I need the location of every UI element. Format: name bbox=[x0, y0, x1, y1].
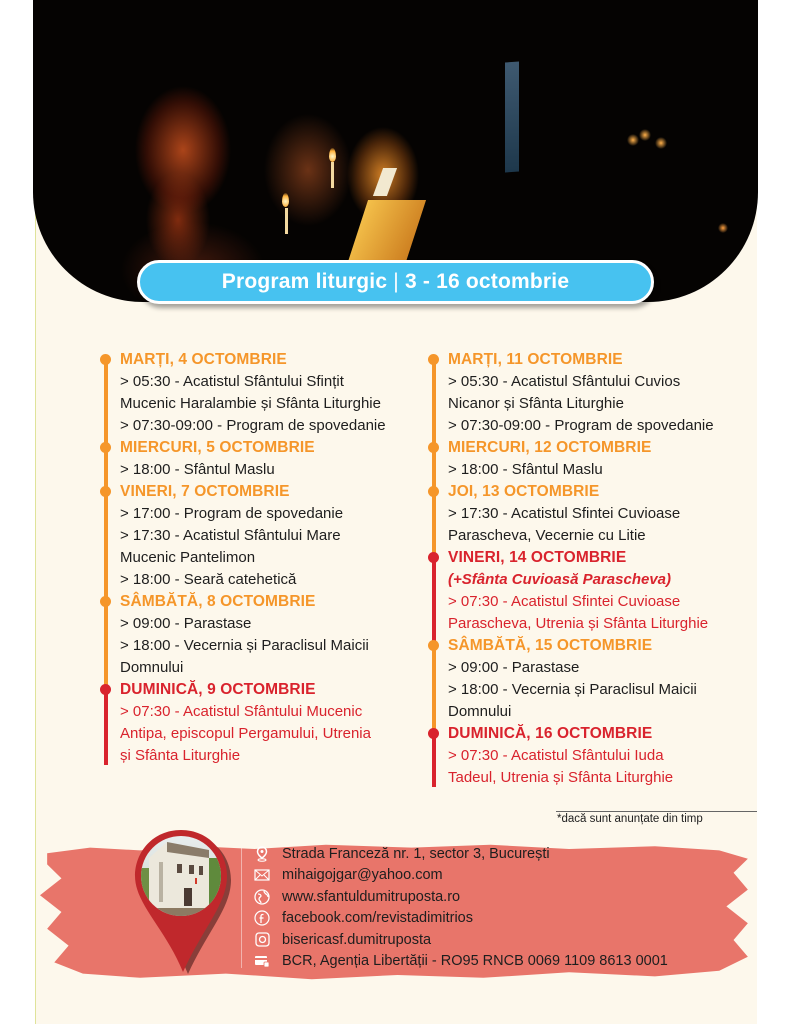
candle-flame bbox=[329, 148, 336, 162]
envelope-icon bbox=[254, 867, 270, 883]
candle bbox=[331, 162, 334, 188]
schedule-entry-line: > 17:00 - Program de spovedanie bbox=[120, 505, 344, 522]
timeline-dot bbox=[428, 486, 439, 497]
church-location-pin bbox=[131, 828, 235, 978]
schedule-column-right bbox=[424, 349, 754, 789]
contact-instagram-text[interactable]: bisericasf.dumitruposta bbox=[282, 931, 432, 948]
tablet-screen bbox=[373, 168, 397, 196]
timeline-bar bbox=[104, 691, 108, 765]
schedule-day bbox=[96, 437, 416, 481]
schedule-day bbox=[424, 437, 754, 481]
schedule-entry-line: > 07:30 - Acatistul Sfântului Mucenic bbox=[120, 703, 363, 720]
contact-website-text[interactable]: www.sfantuldumitruposta.ro bbox=[282, 888, 461, 905]
schedule-entry-line: Parascheva, Vecernie cu Litie bbox=[448, 527, 646, 544]
schedule-entry-line: > 17:30 - Acatistul Sfântului Mare bbox=[120, 527, 341, 544]
contact-email[interactable] bbox=[254, 865, 668, 887]
contact-bank bbox=[254, 951, 668, 973]
timeline-bar bbox=[432, 361, 436, 443]
contact-email-text[interactable]: mihaigojgar@yahoo.com bbox=[282, 867, 443, 884]
timeline-dot bbox=[428, 728, 439, 739]
schedule-day-heading: MIERCURI, 12 OCTOMBRIE bbox=[448, 439, 652, 456]
schedule-entry-line: Mucenic Haralambie și Sfânta Liturghie bbox=[120, 395, 381, 412]
schedule-day bbox=[96, 481, 416, 591]
candle-flame bbox=[282, 193, 289, 207]
instagram-icon bbox=[254, 932, 270, 948]
schedule-entry-line: > 07:30-09:00 - Program de spovedanie bbox=[448, 417, 714, 434]
timeline-dot bbox=[428, 552, 439, 563]
contact-address bbox=[254, 843, 668, 865]
contact-facebook-text[interactable]: facebook.com/revistadimitrios bbox=[282, 910, 473, 927]
schedule-entry-line: Domnului bbox=[120, 659, 184, 676]
schedule-entry-line: > 05:30 - Acatistul Sfântului Sfințit bbox=[120, 373, 344, 390]
schedule-day bbox=[424, 481, 754, 547]
timeline-bar bbox=[432, 493, 436, 553]
schedule-entry-line: > 05:30 - Acatistul Sfântului Cuvios bbox=[448, 373, 681, 390]
schedule-entry-line: > 18:00 - Seară catehetică bbox=[120, 571, 297, 588]
contact-address-text: Strada Franceză nr. 1, sector 3, București bbox=[282, 845, 550, 862]
candle bbox=[285, 208, 288, 234]
schedule-entry-line: > 18:00 - Vecernia și Paraclisul Maicii bbox=[120, 637, 369, 654]
schedule-day-heading: SÂMBĂTĂ, 15 OCTOMBRIE bbox=[448, 637, 653, 654]
schedule-entry-line: > 07:30 - Acatistul Sfântului Iuda bbox=[448, 747, 664, 764]
title-date-range: 3 - 16 octombrie bbox=[404, 270, 570, 293]
timeline-dot bbox=[428, 442, 439, 453]
schedule-day bbox=[424, 349, 754, 437]
timeline-bar bbox=[432, 559, 436, 641]
schedule-day-heading: MARȚI, 4 OCTOMBRIE bbox=[120, 351, 287, 368]
schedule-day-heading: MARȚI, 11 OCTOMBRIE bbox=[448, 351, 623, 368]
footnote: *dacă sunt anunțate din timp bbox=[557, 813, 703, 825]
schedule-entry-line: > 18:00 - Sfântul Maslu bbox=[120, 461, 275, 478]
schedule-column-left bbox=[96, 349, 416, 767]
schedule-entry-line: > 09:00 - Parastase bbox=[120, 615, 252, 632]
contact-facebook[interactable] bbox=[254, 908, 668, 930]
header-photo-candle-service bbox=[33, 0, 758, 302]
schedule-entry-line: Mucenic Pantelimon bbox=[120, 549, 256, 566]
schedule-entry-line: Tadeul, Utrenia și Sfânta Liturghie bbox=[448, 769, 674, 786]
contact-list bbox=[254, 843, 668, 972]
globe-icon bbox=[254, 889, 270, 905]
schedule-day-heading: DUMINICĂ, 9 OCTOMBRIE bbox=[120, 681, 316, 698]
title-text bbox=[222, 270, 569, 294]
schedule-day bbox=[96, 679, 416, 767]
timeline-dot bbox=[100, 486, 111, 497]
schedule-day-heading: MIERCURI, 5 OCTOMBRIE bbox=[120, 439, 315, 456]
timeline-dot bbox=[100, 596, 111, 607]
schedule-entry-line: > 17:30 - Acatistul Sfintei Cuvioase bbox=[448, 505, 681, 522]
schedule-day-heading: VINERI, 14 OCTOMBRIE bbox=[448, 549, 627, 566]
schedule-day bbox=[424, 635, 754, 723]
title-label: Program liturgic bbox=[221, 270, 388, 293]
timeline-bar bbox=[104, 493, 108, 597]
schedule-day-heading: DUMINICĂ, 16 OCTOMBRIE bbox=[448, 725, 653, 742]
schedule-entry-line: Domnului bbox=[448, 703, 512, 720]
bank-card-icon bbox=[254, 953, 270, 969]
schedule-day-heading: VINERI, 7 OCTOMBRIE bbox=[120, 483, 290, 500]
schedule-day bbox=[424, 547, 754, 635]
schedule-day bbox=[424, 723, 754, 789]
schedule-entry-line: Nicanor și Sfânta Liturghie bbox=[448, 395, 624, 412]
timeline-dot bbox=[100, 442, 111, 453]
facebook-icon bbox=[254, 910, 270, 926]
timeline-bar bbox=[104, 361, 108, 443]
timeline-bar bbox=[432, 735, 436, 787]
schedule-day-note: (+Sfânta Cuvioasă Parascheva) bbox=[448, 571, 672, 588]
contact-instagram[interactable] bbox=[254, 929, 668, 951]
schedule-entry-line: Parascheva, Utrenia și Sfânta Liturghie bbox=[448, 615, 709, 632]
stained-glass-window bbox=[505, 62, 519, 173]
timeline-bar bbox=[432, 647, 436, 729]
contact-bank-text: BCR, Agenția Libertății - RO95 RNCB 0069 1109 8613 0001 bbox=[282, 953, 668, 970]
schedule-day-heading: SÂMBĂTĂ, 8 OCTOMBRIE bbox=[120, 593, 316, 610]
timeline-dot bbox=[428, 354, 439, 365]
contact-website[interactable] bbox=[254, 886, 668, 908]
timeline-dot bbox=[100, 354, 111, 365]
timeline-bar bbox=[104, 603, 108, 685]
timeline-dot bbox=[428, 640, 439, 651]
schedule-entry-line: și Sfânta Liturghie bbox=[120, 747, 241, 764]
contact-separator bbox=[241, 848, 242, 968]
location-pin-icon bbox=[254, 846, 270, 862]
footnote-divider bbox=[556, 811, 757, 812]
schedule-entry-line: > 18:00 - Sfântul Maslu bbox=[448, 461, 603, 478]
schedule-entry-line: > 09:00 - Parastase bbox=[448, 659, 580, 676]
schedule-entry-line: > 18:00 - Vecernia și Paraclisul Maicii bbox=[448, 681, 697, 698]
schedule-day bbox=[96, 591, 416, 679]
schedule-day bbox=[96, 349, 416, 437]
timeline-dot bbox=[100, 684, 111, 695]
schedule-entry-line: > 07:30 - Acatistul Sfintei Cuvioase bbox=[448, 593, 681, 610]
title-banner bbox=[137, 260, 654, 304]
schedule-entry-line: Antipa, episcopul Pergamului, Utrenia bbox=[120, 725, 371, 742]
schedule-entry-line: > 07:30-09:00 - Program de spovedanie bbox=[120, 417, 386, 434]
title-separator: | bbox=[393, 270, 399, 293]
schedule-day-heading: JOI, 13 OCTOMBRIE bbox=[448, 483, 600, 500]
